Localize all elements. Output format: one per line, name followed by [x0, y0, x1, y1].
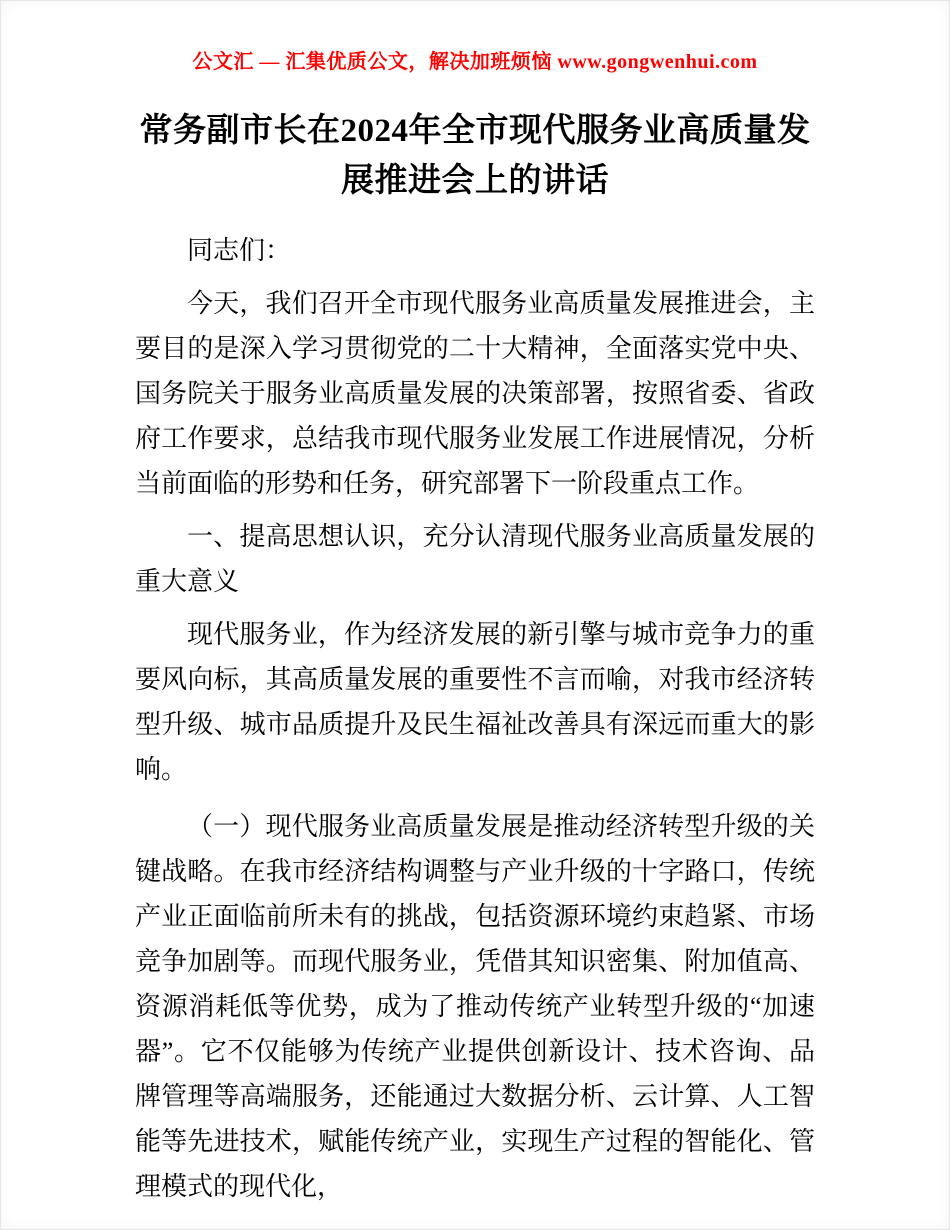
paragraph-point-one: （一）现代服务业高质量发展是推动经济转型升级的关键战略。在我市经济结构调整与产业升级的十字路口，传统产业正面临前所未有的挑战，包括资源环境约束趋紧、市场竞争加剧等。而现代服务业，凭借其知识密集、附加值高、资源消耗低等优势，成为了推动传统产业转型升级的“加速器”。它不仅能够为传统产业提供创新设计、技术咨询、品牌管理等高端服务，还能通过大数据分析、云计算、人工智能等先进技术，赋能传统产业，实现生产过程的智能化、管理模式的现代化， [135, 812, 815, 1201]
paragraph-intro: 今天，我们召开全市现代服务业高质量发展推进会，主要目的是深入学习贯彻党的二十大精神，全面落实党中央、国务院关于服务业高质量发展的决策部署，按照省委、省政府工作要求，总结我市现代服务业发展工作进展情况，分析当前面临的形势和任务，研究部署下一阶段重点工作。 [135, 289, 815, 498]
paragraph-significance: 现代服务业，作为经济发展的新引擎与城市竞争力的重要风向标，其高质量发展的重要性不言而喻，对我市经济转型升级、城市品质提升及民生福祉改善具有深远而重大的影响。 [135, 620, 815, 784]
paragraph-section-heading: 一、提高思想认识，充分认清现代服务业高质量发展的重大意义 [135, 522, 815, 596]
site-watermark: 公文汇 — 汇集优质公文，解决加班烦恼 www.gongwenhui.com [192, 51, 758, 73]
paragraph-salutation: 同志们： [187, 236, 292, 265]
document-title: 常务副市长在2024年全市现代服务业高质量发展推进会上的讲话 [139, 113, 811, 199]
